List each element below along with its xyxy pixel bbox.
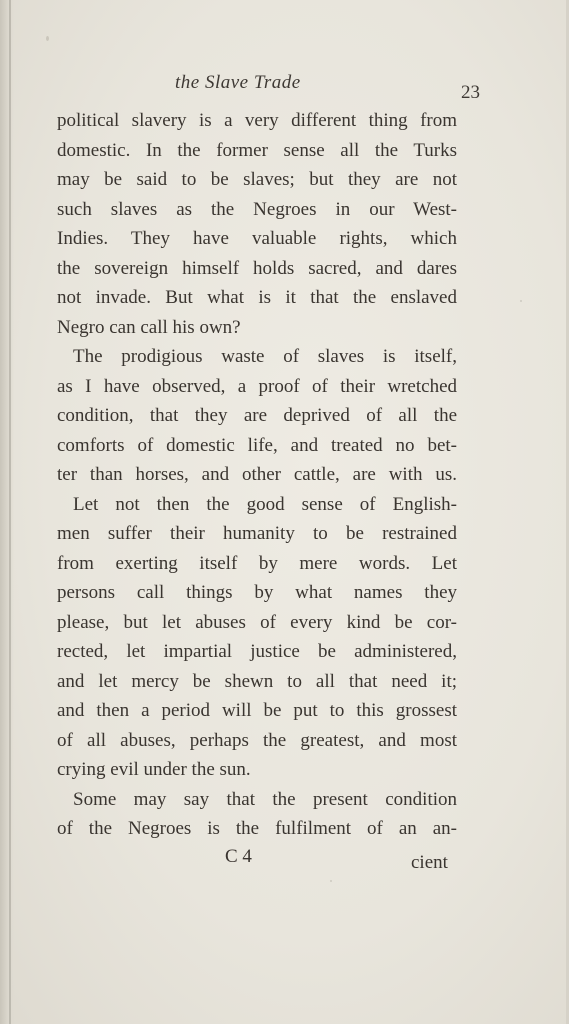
text-line: Negro can call his own? [57, 316, 241, 338]
text-line: domestic. In the former sense all the Turks [57, 139, 457, 161]
binding-edge [9, 0, 11, 1024]
page-number: 23 [461, 82, 480, 103]
text-line: Some may say that the present condition [73, 788, 457, 810]
text-line: crying evil under the sun. [57, 759, 251, 780]
text-line: The prodigious waste of slaves is itself, [73, 346, 457, 367]
text-line: comforts of domestic life, and treated no bet- [57, 434, 457, 456]
text-line: not invade. But what is it that the enslaved [57, 287, 457, 308]
text-line: rected, let impartial justice be administered, [57, 641, 457, 662]
text-line: and let mercy be shewn to all that need it; [57, 670, 457, 692]
text-line: the sovereign himself holds sacred, and dares [57, 257, 457, 279]
text-line: Let not then the good sense of English- [73, 493, 457, 515]
text-line: such slaves as the Negroes in our West- [57, 198, 457, 220]
text-line: condition, that they are deprived of all the [57, 405, 457, 426]
paper-spot [330, 880, 332, 882]
text-line: Indies. They have valuable rights, which [57, 228, 457, 249]
paper-spot [520, 300, 522, 302]
text-line: may be said to be slaves; but they are not [57, 169, 457, 190]
text-line: political slavery is a very different thing from [57, 110, 457, 131]
text-line: of the Negroes is the fulfilment of an an- [57, 818, 457, 839]
signature-mark: C 4 [225, 846, 252, 867]
text-line: from exerting itself by mere words. Let [57, 552, 457, 574]
text-line: and then a period will be put to this grossest [57, 700, 457, 721]
text-line: men suffer their humanity to be restrained [57, 523, 457, 544]
binding-gutter [0, 0, 14, 1024]
text-line: persons call things by what names they [57, 582, 457, 603]
running-head: the Slave Trade [175, 72, 301, 93]
body-text [57, 106, 457, 844]
text-line: ter than horses, and other cattle, are with us. [57, 464, 457, 485]
catchword: cient [411, 852, 448, 873]
paper-spot [46, 36, 49, 41]
text-line: please, but let abuses of every kind be cor- [57, 611, 457, 633]
text-line: as I have observed, a proof of their wretched [57, 375, 457, 397]
text-line: of all abuses, perhaps the greatest, and most [57, 729, 457, 751]
